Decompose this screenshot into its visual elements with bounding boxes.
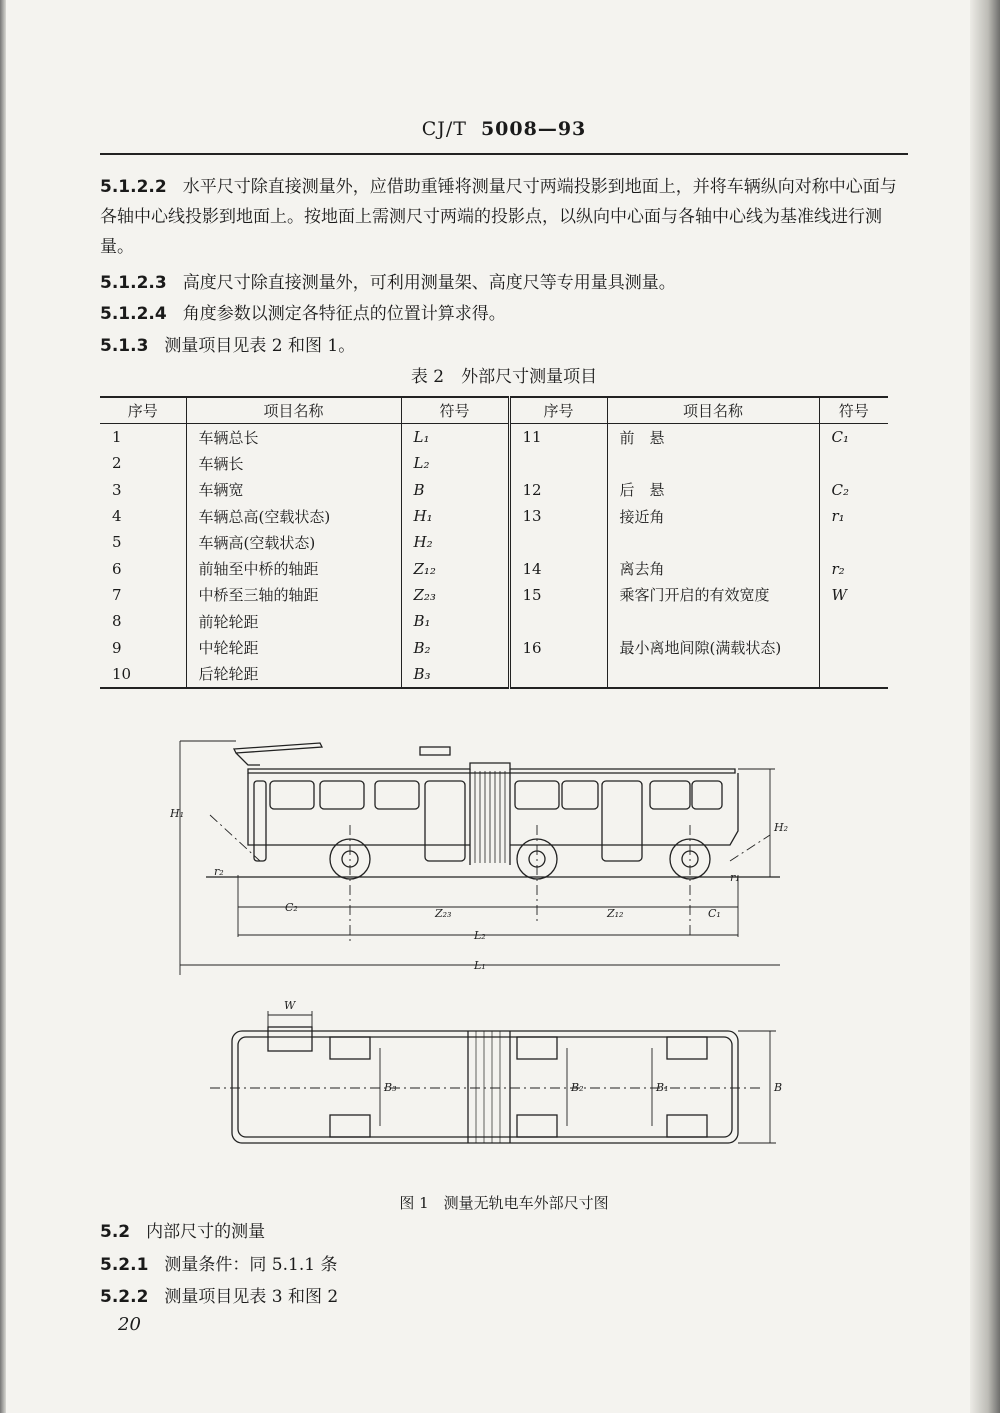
window	[515, 781, 559, 809]
table-cell-sym2	[819, 529, 888, 555]
section-number: 5.1.3	[100, 336, 149, 356]
table-cell-name2: 离去角	[607, 555, 819, 581]
section-number: 5.1.2.3	[100, 273, 167, 293]
table-header-row	[100, 397, 888, 424]
B-dimension	[738, 1031, 776, 1143]
table-cell-n1: 3	[112, 480, 122, 499]
table-cell-n2: 13	[509, 503, 607, 529]
table-cell-sym2	[819, 634, 888, 660]
window	[650, 781, 690, 809]
standard-code: CJ/T	[421, 118, 467, 140]
table-cell-n1: 10	[100, 661, 186, 688]
H1-label: H₁	[170, 807, 185, 820]
table-cell-sym1: H₁	[401, 503, 509, 529]
table-cell-name1: 车辆总高(空载状态)	[186, 503, 401, 529]
B2-label: B₂	[571, 1081, 584, 1094]
table-cell-n1: 8	[112, 612, 122, 631]
L1-label: L₁	[474, 959, 486, 972]
table-cell-n1: 9	[112, 638, 122, 657]
window	[270, 781, 314, 809]
table-cell-name1: 车辆高(空载状态)	[186, 529, 401, 555]
measurement-table	[100, 396, 888, 689]
col-header: 符号	[401, 397, 509, 424]
table-row	[100, 503, 888, 529]
col-header: 序号	[509, 397, 607, 424]
table-cell-sym2	[819, 450, 888, 476]
col-header: 项目名称	[186, 397, 401, 424]
table-row	[100, 582, 888, 608]
W-dimension	[268, 1011, 312, 1027]
table-caption: 表 2 外部尺寸测量项目	[410, 367, 598, 387]
table-cell-sym2	[819, 661, 888, 688]
table-cell-sym2: W	[819, 582, 888, 608]
table-cell-name2	[607, 608, 819, 634]
table-cell-name2: 乘客门开启的有效宽度	[607, 582, 819, 608]
table-cell-n2: 14	[509, 555, 607, 581]
B1-label: B₁	[656, 1081, 669, 1094]
window	[375, 781, 419, 809]
section-5-2	[100, 1217, 908, 1247]
table-cell-n2: 12	[509, 477, 607, 503]
plan-wheel	[330, 1115, 370, 1137]
plan-articulation	[468, 1031, 510, 1143]
table-cell-sym2	[819, 608, 888, 634]
section-number: 5.1.2.4	[100, 304, 167, 324]
table-cell-sym2: r₁	[819, 503, 888, 529]
H2-label: H₂	[774, 821, 789, 834]
table-cell-sym1: Z₂₃	[401, 582, 509, 608]
H1-extension	[180, 741, 236, 975]
table-cell-sym1: Z₁₂	[401, 555, 509, 581]
table-cell-sym2: C₂	[819, 477, 888, 503]
section-number: 5.2.2	[100, 1287, 149, 1307]
table-cell-name1: 后轮轮距	[186, 661, 401, 688]
table-cell-n2	[509, 661, 607, 688]
section-5-2-2	[100, 1282, 908, 1312]
trolley-mount	[236, 753, 260, 765]
table-cell-n1: 7	[112, 585, 122, 604]
paragraph-5-1-2-3	[100, 268, 908, 298]
paragraph-5-1-2-4	[100, 299, 908, 329]
table-cell-sym1: B₁	[401, 608, 509, 634]
table-cell-name1: 前轮轮距	[186, 608, 401, 634]
table-row	[100, 424, 888, 451]
plan-wheel	[517, 1037, 557, 1059]
window	[562, 781, 598, 809]
articulation-bellows	[475, 771, 505, 863]
figure-trolleybus-dimensions	[170, 725, 810, 1185]
Z23-label: Z₂₃	[435, 907, 452, 920]
H2-extension	[738, 769, 775, 877]
paragraph-text: 高度尺寸除直接测量外，可利用测量架、高度尺等专用量具测量。	[182, 273, 676, 293]
door	[425, 781, 465, 861]
paragraph-text: 测量条件：同 5.1.1 条	[164, 1255, 338, 1275]
table-cell-n1: 4	[112, 507, 122, 526]
plan-wheel	[667, 1037, 707, 1059]
section-title: 内部尺寸的测量	[146, 1222, 266, 1242]
table-row	[100, 477, 888, 503]
table-row	[100, 661, 888, 688]
table-row	[100, 608, 888, 634]
paragraph-text: 角度参数以测定各特征点的位置计算求得。	[182, 304, 506, 324]
table-cell-n2: 11	[509, 424, 607, 451]
table-cell-n1: 5	[112, 533, 122, 552]
L2-extension	[238, 875, 738, 937]
door	[602, 781, 642, 861]
paragraph-5-1-3	[100, 331, 908, 361]
table-cell-n2	[509, 608, 607, 634]
table-cell-n2	[509, 529, 607, 555]
table-row	[100, 555, 888, 581]
table-cell-name2: 最小离地间隙(满载状态)	[607, 634, 819, 660]
table-cell-name1: 前轴至中桥的轴距	[186, 555, 401, 581]
section-number: 5.2.1	[100, 1255, 149, 1275]
r1-label: r₁	[730, 871, 740, 884]
paragraph-text: 测量项目见表 3 和图 2	[164, 1287, 339, 1307]
section-number: 5.2	[100, 1222, 131, 1242]
table-cell-name1: 车辆总长	[186, 424, 401, 451]
plan-bellows	[476, 1031, 500, 1143]
B3-label: B₃	[384, 1081, 397, 1094]
table-cell-name2: 后 悬	[607, 477, 819, 503]
table-cell-name1: 车辆宽	[186, 477, 401, 503]
table-cell-sym1: L₁	[401, 424, 509, 451]
col-header: 项目名称	[607, 397, 819, 424]
table-cell-sym1: L₂	[401, 450, 509, 476]
B-label: B	[774, 1081, 783, 1094]
table-cell-n2: 16	[509, 634, 607, 660]
roof-line	[248, 763, 735, 773]
r2-label: r₂	[214, 865, 224, 878]
door	[254, 781, 266, 861]
paragraph-text: 水平尺寸除直接测量外，应借助重锤将测量尺寸两端投影到地面上，并将车辆纵向对称中心面与各轴中心线投影到地面上。按地面上需测尺寸两端的投影点，以纵向中心面与各轴中心线为基准线进行测量。	[100, 177, 897, 257]
page-edge-left	[0, 0, 6, 1413]
table-row	[100, 450, 888, 476]
table-cell-n1: 6	[112, 559, 122, 578]
table-cell-n2	[509, 450, 607, 476]
table-cell-sym1: B₂	[401, 634, 509, 660]
C2-label: C₂	[285, 901, 298, 914]
table-cell-n2: 15	[509, 582, 607, 608]
table-cell-name2: 接近角	[607, 503, 819, 529]
table-row	[100, 634, 888, 660]
W-label: W	[284, 999, 296, 1012]
section-5-2-1	[100, 1250, 908, 1280]
standard-number: 5008—93	[480, 118, 587, 140]
window	[320, 781, 364, 809]
table-cell-name1: 中桥至三轴的轴距	[186, 582, 401, 608]
table-cell-name2	[607, 661, 819, 688]
table-cell-name2	[607, 529, 819, 555]
paragraph-text: 测量项目见表 2 和图 1。	[164, 336, 356, 356]
table-cell-sym1: B₃	[401, 661, 509, 688]
table-cell-n1: 2	[112, 454, 122, 473]
table-row	[100, 529, 888, 555]
col-header: 序号	[100, 397, 186, 424]
table-cell-n1: 1	[112, 428, 122, 447]
L2-label: L₂	[474, 929, 486, 942]
C1-label: C₁	[708, 907, 721, 920]
table-cell-name2	[607, 450, 819, 476]
Z12-label: Z₁₂	[607, 907, 624, 920]
axle-centerlines	[350, 825, 690, 945]
section-number: 5.1.2.2	[100, 177, 167, 197]
col-header: 符号	[819, 397, 888, 424]
table-cell-name1: 中轮轮距	[186, 634, 401, 660]
header-rule	[100, 153, 908, 155]
figure-caption: 图 1 测量无轨电车外部尺寸图	[399, 1194, 609, 1212]
plan-wheel	[517, 1115, 557, 1137]
trolley-pole	[234, 743, 322, 753]
window	[692, 781, 722, 809]
roof-box	[420, 747, 450, 755]
table-cell-sym2: r₂	[819, 555, 888, 581]
plan-wheel	[330, 1037, 370, 1059]
page-number: 20	[118, 1314, 141, 1335]
page-edge-right	[970, 0, 1000, 1413]
table-cell-sym1: H₂	[401, 529, 509, 555]
plan-wheel	[667, 1115, 707, 1137]
standard-header	[100, 118, 908, 152]
table-cell-sym1: B	[401, 477, 509, 503]
table-cell-sym2: C₁	[819, 424, 888, 451]
paragraph-5-1-2-2	[100, 172, 908, 262]
table-cell-name2: 前 悬	[607, 424, 819, 451]
table-cell-name1: 车辆长	[186, 450, 401, 476]
